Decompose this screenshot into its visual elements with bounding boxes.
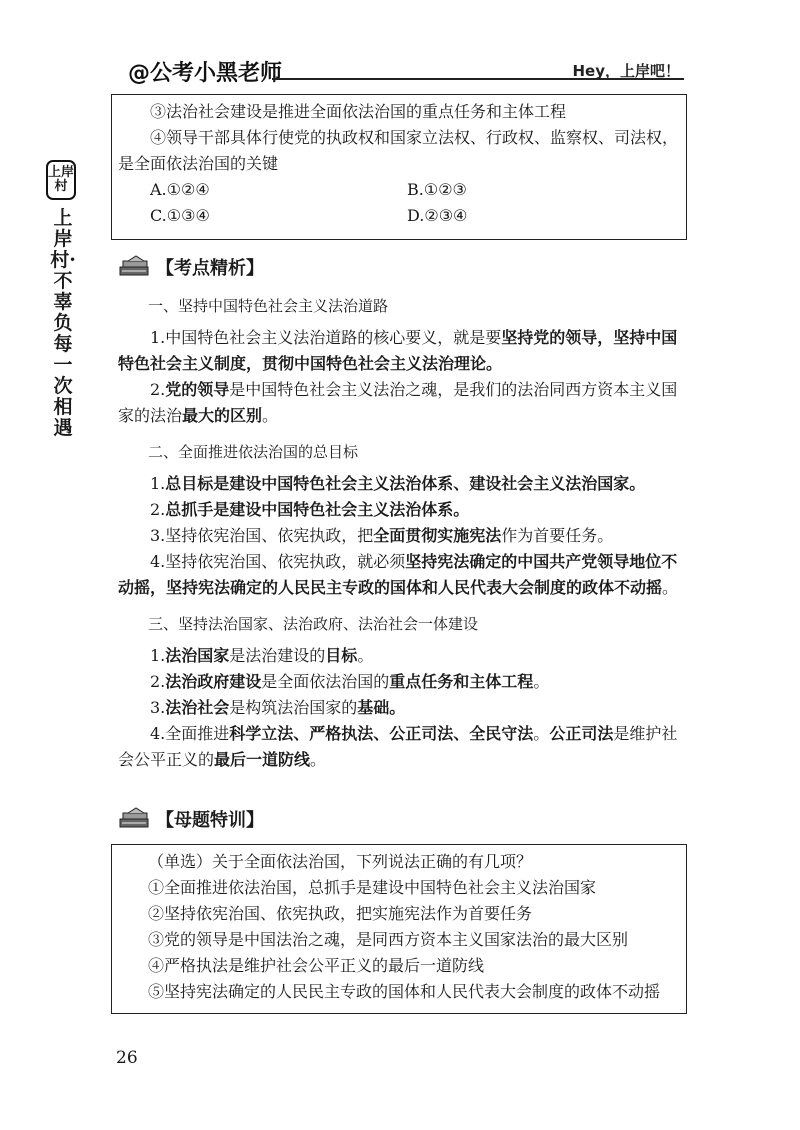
text-run: 2.: [150, 672, 166, 691]
text-run: 1.: [150, 474, 166, 493]
options-row: [112, 177, 686, 203]
seal-line-1: 上岸: [48, 165, 75, 180]
text-run: 。: [662, 578, 679, 597]
text-run: 是法治建设的: [229, 646, 326, 665]
bold-run: 法治国家: [165, 646, 230, 665]
question-box-top: [111, 94, 687, 240]
page-number: 26: [116, 1048, 138, 1068]
question-line: ③法治社会建设是推进全面依法治国的重点任务和主体工程: [150, 102, 567, 121]
book-icon: [118, 807, 152, 831]
bold-run: 重点任务和主体工程: [389, 672, 534, 691]
section-heading-analysis: [118, 254, 264, 280]
question-stem: （单选）关于全面依法治国，下列说法正确的有几项？: [148, 852, 533, 871]
text-run: 1.中国特色社会主义法治道路的核心要义，就是要: [150, 328, 502, 347]
option-c: C.①③④: [150, 206, 210, 225]
heading-3: 三、坚持法治国家、法治政府、法治社会一体建设: [148, 615, 479, 633]
book-icon: [118, 255, 152, 279]
bold-run: 最后一道防线: [214, 750, 311, 769]
bold-run: 坚持宪法确定的中国共产党领导地位不动摇，坚持宪法确定的人民民主专政的国体和人民代表大会制度的政体不动摇: [118, 552, 678, 597]
bold-run: 基础。: [357, 698, 406, 717]
text-run: 是中国特色社会主义法治之魂，是我们的法治同西方资本主义国家的法治: [118, 380, 678, 425]
text-run: 2.: [150, 500, 166, 519]
analysis-content: [118, 293, 688, 773]
paragraph: [118, 549, 688, 601]
section-heading-practice: [118, 806, 264, 832]
header-tag: Hey，上岸吧！: [572, 62, 680, 80]
question-box-bottom: [111, 844, 687, 1014]
seal-stamp: [46, 160, 76, 200]
paragraph: [118, 471, 688, 497]
question-item: ①全面推进依法治国，总抓手是建设中国特色社会主义法治国家: [148, 878, 597, 897]
text-run: 是全面依法治国的: [261, 672, 390, 691]
text-run: 4.全面推进: [150, 724, 230, 743]
paragraph: [118, 497, 688, 523]
text-run: 。: [262, 406, 279, 425]
bold-run: 法治社会: [165, 698, 230, 717]
text-run: 。: [357, 646, 374, 665]
bold-run: 目标: [325, 646, 358, 665]
bold-run: 最大的区别: [182, 406, 263, 425]
heading-2: 二、全面推进依法治国的总目标: [148, 443, 359, 461]
question-item: ②坚持依宪治国、依宪执政，把实施宪法作为首要任务: [148, 904, 533, 923]
bold-run: 全面贯彻实施宪法: [373, 526, 502, 545]
text-run: 。: [533, 672, 550, 691]
text-run: 是维护社会公平正义的: [118, 724, 678, 769]
text-run: 2.: [150, 380, 166, 399]
bold-run: 坚持党的领导，坚持中国特色社会主义制度，贯彻中国特色社会主义法治理论。: [118, 328, 678, 373]
paragraph: [118, 325, 688, 377]
paragraph: [118, 377, 688, 429]
question-item: ④严格执法是维护社会公平正义的最后一道防线: [148, 956, 485, 975]
text-run: 。: [533, 724, 550, 743]
text-run: 。: [310, 750, 327, 769]
paragraph: [118, 669, 688, 695]
sidebar-slogan: 上岸村·不辜负每一次相遇: [50, 207, 76, 439]
paragraph: [118, 721, 688, 773]
option-a: A.①②④: [150, 180, 210, 199]
bold-run: 总目标是建设中国特色社会主义法治体系、建设社会主义法治国家。: [165, 474, 646, 493]
section-title: 【母题特训】: [156, 810, 264, 831]
section-title: 【考点精析】: [156, 258, 264, 279]
option-d: D.②③④: [407, 206, 468, 225]
text-run: 是构筑法治国家的: [229, 698, 358, 717]
question-item: ⑤坚持宪法确定的人民民主专政的国体和人民代表大会制度的政体不动摇: [148, 982, 661, 1001]
question-item: ③党的领导是中国法治之魂，是同西方资本主义国家法治的最大区别: [148, 930, 629, 949]
text-run: 1.: [150, 646, 166, 665]
text-run: 4.坚持依宪治国、依宪执政，就必须: [150, 552, 406, 571]
heading-1: 一、坚持中国特色社会主义法治道路: [148, 297, 389, 315]
bold-run: 党的领导: [165, 380, 230, 399]
bold-run: 科学立法、严格执法、公正司法、全民守法: [229, 724, 534, 743]
paragraph: [118, 643, 688, 669]
bold-run: 法治政府建设: [165, 672, 262, 691]
option-b: B.①②③: [407, 180, 467, 199]
options-row: [112, 203, 686, 229]
header-author: @公考小黑老师: [128, 61, 283, 86]
paragraph: [118, 695, 688, 721]
text-run: 3.: [150, 698, 166, 717]
paragraph: [118, 523, 688, 549]
bold-run: 总抓手是建设中国特色社会主义法治体系。: [165, 500, 470, 519]
bold-run: 公正司法: [549, 724, 614, 743]
text-run: 作为首要任务。: [501, 526, 614, 545]
question-line: ④领导干部具体行使党的执政权和国家立法权、行政权、监察权、司法权，: [150, 128, 679, 147]
text-run: 3.坚持依宪治国、依宪执政，把: [150, 526, 374, 545]
question-line: 是全面依法治国的关键: [118, 154, 279, 173]
seal-line-2: 村: [54, 179, 68, 194]
